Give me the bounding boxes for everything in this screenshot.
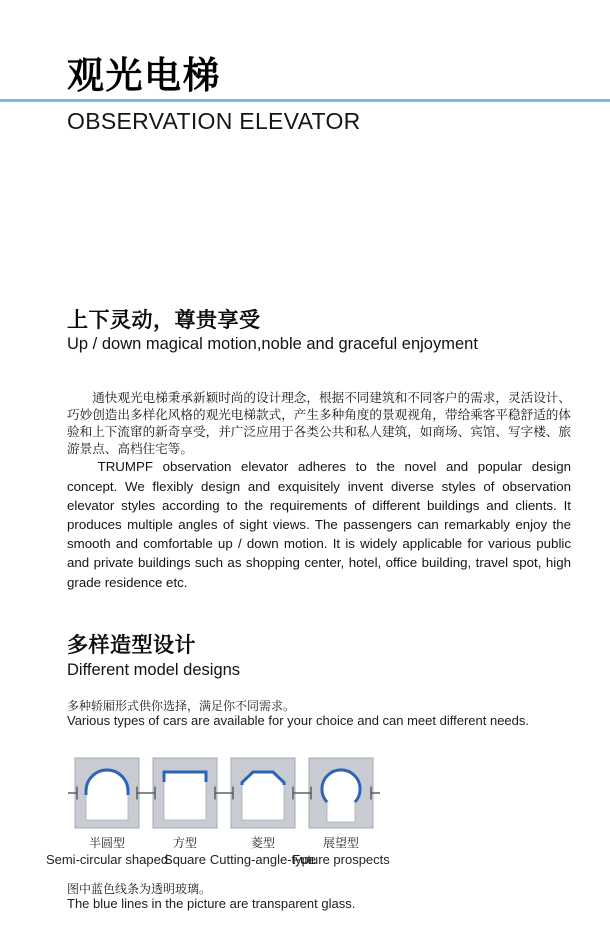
page-title-en: OBSERVATION ELEVATOR (67, 108, 361, 134)
motion-paragraph-en: TRUMPF observation elevator adheres to the novel and popular design concept. We flexibly design and exquisitely invent diverse styles of observation elevator styles according to the requirements of different buildings and clients. It produces multiple angles of sight views. The passengers can remarkably enjoy the smooth and comfortable up / down motion. It is widely applicable for various public and private buildings such as shopping center, hotel, office building, travel spot, high grade residence etc. (67, 459, 571, 590)
model-figure-semi-circular (45, 758, 169, 867)
semi-circular-car-diagram (67, 758, 147, 828)
designs-intro-en: Various types of cars are available for your choice and can meet different needs. (67, 713, 530, 728)
model-label-zh: 方型 (172, 836, 197, 850)
designs-section-heading-en: Different model designs (67, 661, 241, 679)
model-label-zh: 半圆型 (89, 836, 126, 850)
model-figure-cutting-angle (209, 758, 317, 867)
model-label-en: Semi-circular shaped (45, 852, 169, 867)
car-models-row (45, 758, 390, 867)
motion-paragraph-zh: 通快观光电梯秉承新颖时尚的设计理念，根据不同建筑和不同客户的需求，灵活设计、巧妙创造出多样化风格的观光电梯款式，产生多种角度的景观视角，带给乘客平稳舒适的体验和上下流窜的新奇享受，并广泛应用于各类公共和私人建筑，如商场、宾馆、写字楼、旅游景点、高档住宅等。 (67, 390, 571, 456)
motion-section-heading-zh: 上下灵动，尊贵享受 (67, 309, 261, 332)
model-label-en: Square (164, 852, 206, 867)
model-figure-future-prospects (292, 758, 390, 867)
glass-note-en: The blue lines in the picture are transparent glass. (67, 896, 356, 911)
designs-intro-zh: 多种轿厢形式供你选择，满足你不同需求。 (67, 699, 296, 713)
model-label-zh: 菱型 (251, 836, 276, 850)
cutting-angle-car-diagram (223, 758, 303, 828)
model-label-zh: 展望型 (323, 836, 360, 850)
header-divider-line (0, 99, 610, 102)
glass-note-zh: 图中蓝色线条为透明玻璃。 (67, 882, 212, 896)
motion-section-heading-en: Up / down magical motion,noble and graceful enjoyment (67, 335, 478, 353)
page-title-zh: 观光电梯 (67, 55, 221, 96)
future-prospects-car-diagram (301, 758, 381, 828)
model-label-en: Cutting-angle-type (209, 852, 317, 867)
square-car-diagram (145, 758, 225, 828)
designs-section-heading-zh: 多样造型设计 (67, 634, 196, 657)
model-label-en: Future prospects (292, 852, 390, 867)
